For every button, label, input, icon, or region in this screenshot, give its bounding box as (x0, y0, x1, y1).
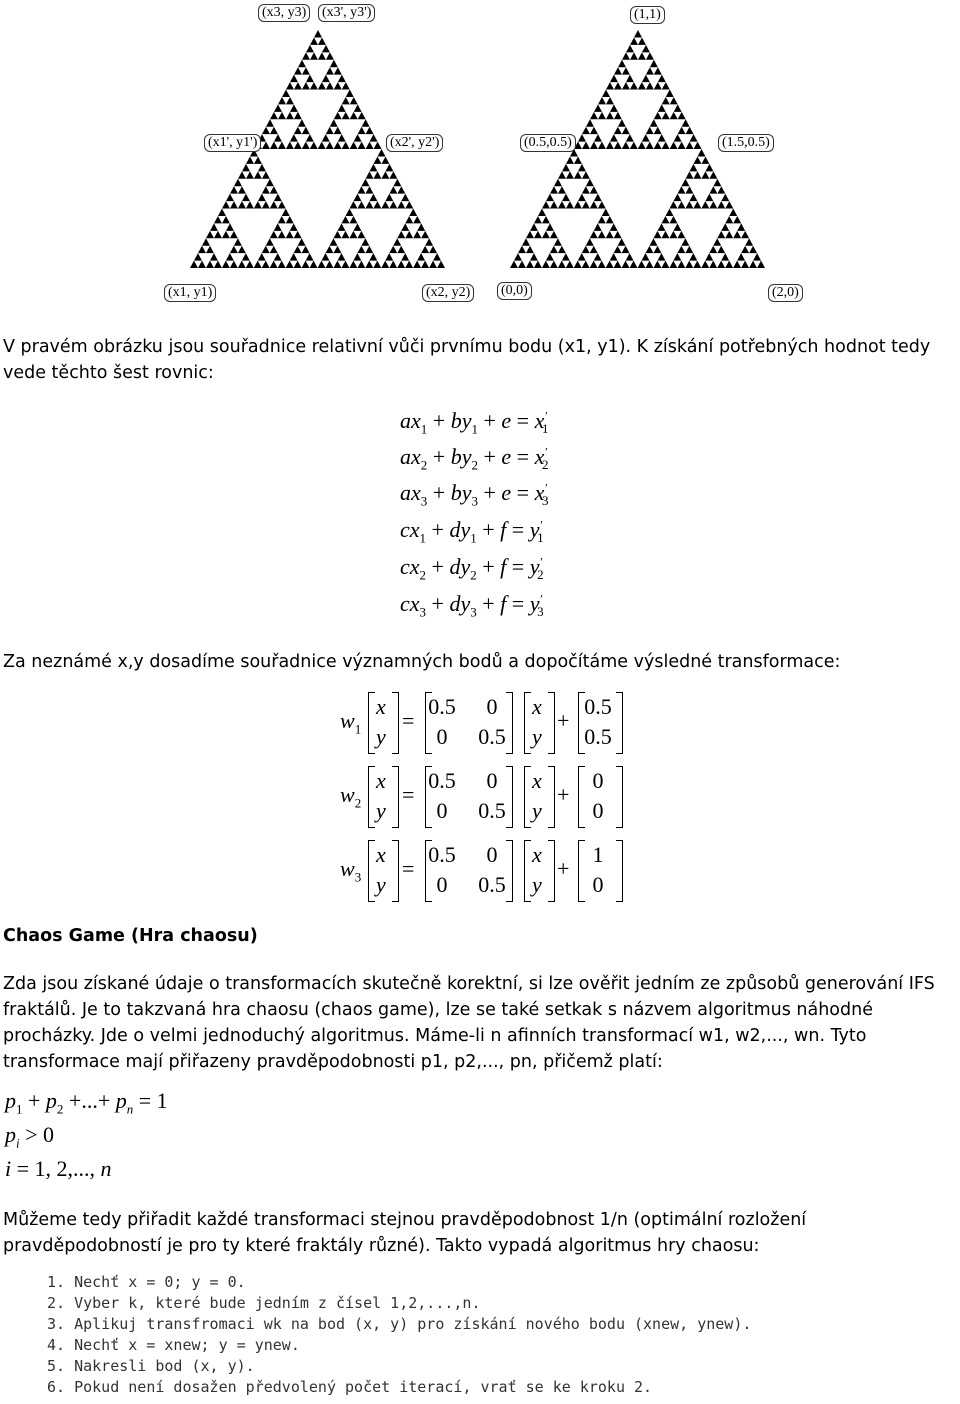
step-5: 5. Nakresli bod (x, y). (47, 1357, 255, 1375)
label-x3y3-prime: (x3', y3') (318, 4, 375, 22)
equation-3: $ax_3 + by_3 + e = x'_3$ (400, 480, 549, 509)
step-1: 1. Nechť x = 0; y = 0. (47, 1273, 246, 1291)
label-05-05: (0.5,0.5) (520, 134, 576, 152)
sierpinski-triangles (0, 0, 960, 310)
step-6: 6. Pokud není dosažen předvolený počet iterací, vrať se ke kroku 2. (47, 1378, 653, 1396)
transform-paragraph: Za neznámé x,y dosadíme souřadnice významných bodů a dopočítáme výsledné transformace: (3, 652, 841, 672)
label-2-0: (2,0) (768, 284, 803, 302)
label-15-05: (1.5,0.5) (718, 134, 774, 152)
step-4: 4. Nechť x = xnew; y = ynew. (47, 1336, 300, 1354)
condition-positive: $p_i > 0$ (5, 1122, 55, 1151)
equation-4: $cx_1 + dy_1 + f = y'_1$ (400, 517, 544, 546)
equation-5: $cx_2 + dy_2 + f = y'_2$ (400, 554, 544, 583)
equation-2: $ax_2 + by_2 + e = x'_2$ (400, 444, 549, 473)
label-0-0: (0,0) (497, 282, 532, 300)
section-heading: Chaos Game (Hra chaosu) (3, 926, 258, 946)
label-1-1: (1,1) (630, 6, 665, 24)
condition-sum: $p_1 + p_2$ +...+ $p_n = 1$ (5, 1088, 168, 1117)
equation-6: $cx_3 + dy_3 + f = y'_3$ (400, 591, 544, 620)
step-2: 2. Vyber k, které bude jedním z čísel 1,2,...,n. (47, 1294, 481, 1312)
intro-paragraph: V pravém obrázku jsou souřadnice relativní vůči prvnímu bodu (x1, y1). K získání potřebných hodnot tedy vede těchto šest rovnic: (3, 337, 931, 383)
label-x3y3: (x3, y3) (258, 4, 310, 22)
chaos-paragraph: Zda jsou získané údaje o transformacích skutečně korektní, si lze ověřit jedním ze způsobů generování IFS fraktálů. Je to takzvaná hra chaosu (chaos game), lze se také setkak s názvem algoritmus náhodné procházky. Jde o velmi jednoduchý algoritmus. Máme-li n afinních transformací w1, w2,..., wn. Tyto transformace mají přiřazeny pravděpodobnosti p1, p2,..., pn, přičemž platí: (3, 974, 935, 1072)
condition-index: i = 1, 2,..., n (5, 1156, 112, 1181)
label-x1y1-prime: (x1', y1') (204, 134, 261, 152)
sierpinski-figure (0, 0, 960, 310)
step-3: 3. Aplikuj transfromaci wk na bod (x, y) pro získání nového bodu (xnew, ynew). (47, 1315, 752, 1333)
probability-paragraph: Můžeme tedy přiřadit každé transformaci stejnou pravděpodobnost 1/n (optimální rozložení pravděpodobností je pro ty které fraktály různé). Takto vypadá algoritmus hry chaosu: (3, 1210, 807, 1256)
equation-1: $ax_1 + by_1 + e = x'_1$ (400, 408, 549, 437)
label-x2y2-prime: (x2', y2') (386, 134, 443, 152)
label-x2y2: (x2, y2) (422, 284, 474, 302)
label-x1y1: (x1, y1) (164, 284, 216, 302)
